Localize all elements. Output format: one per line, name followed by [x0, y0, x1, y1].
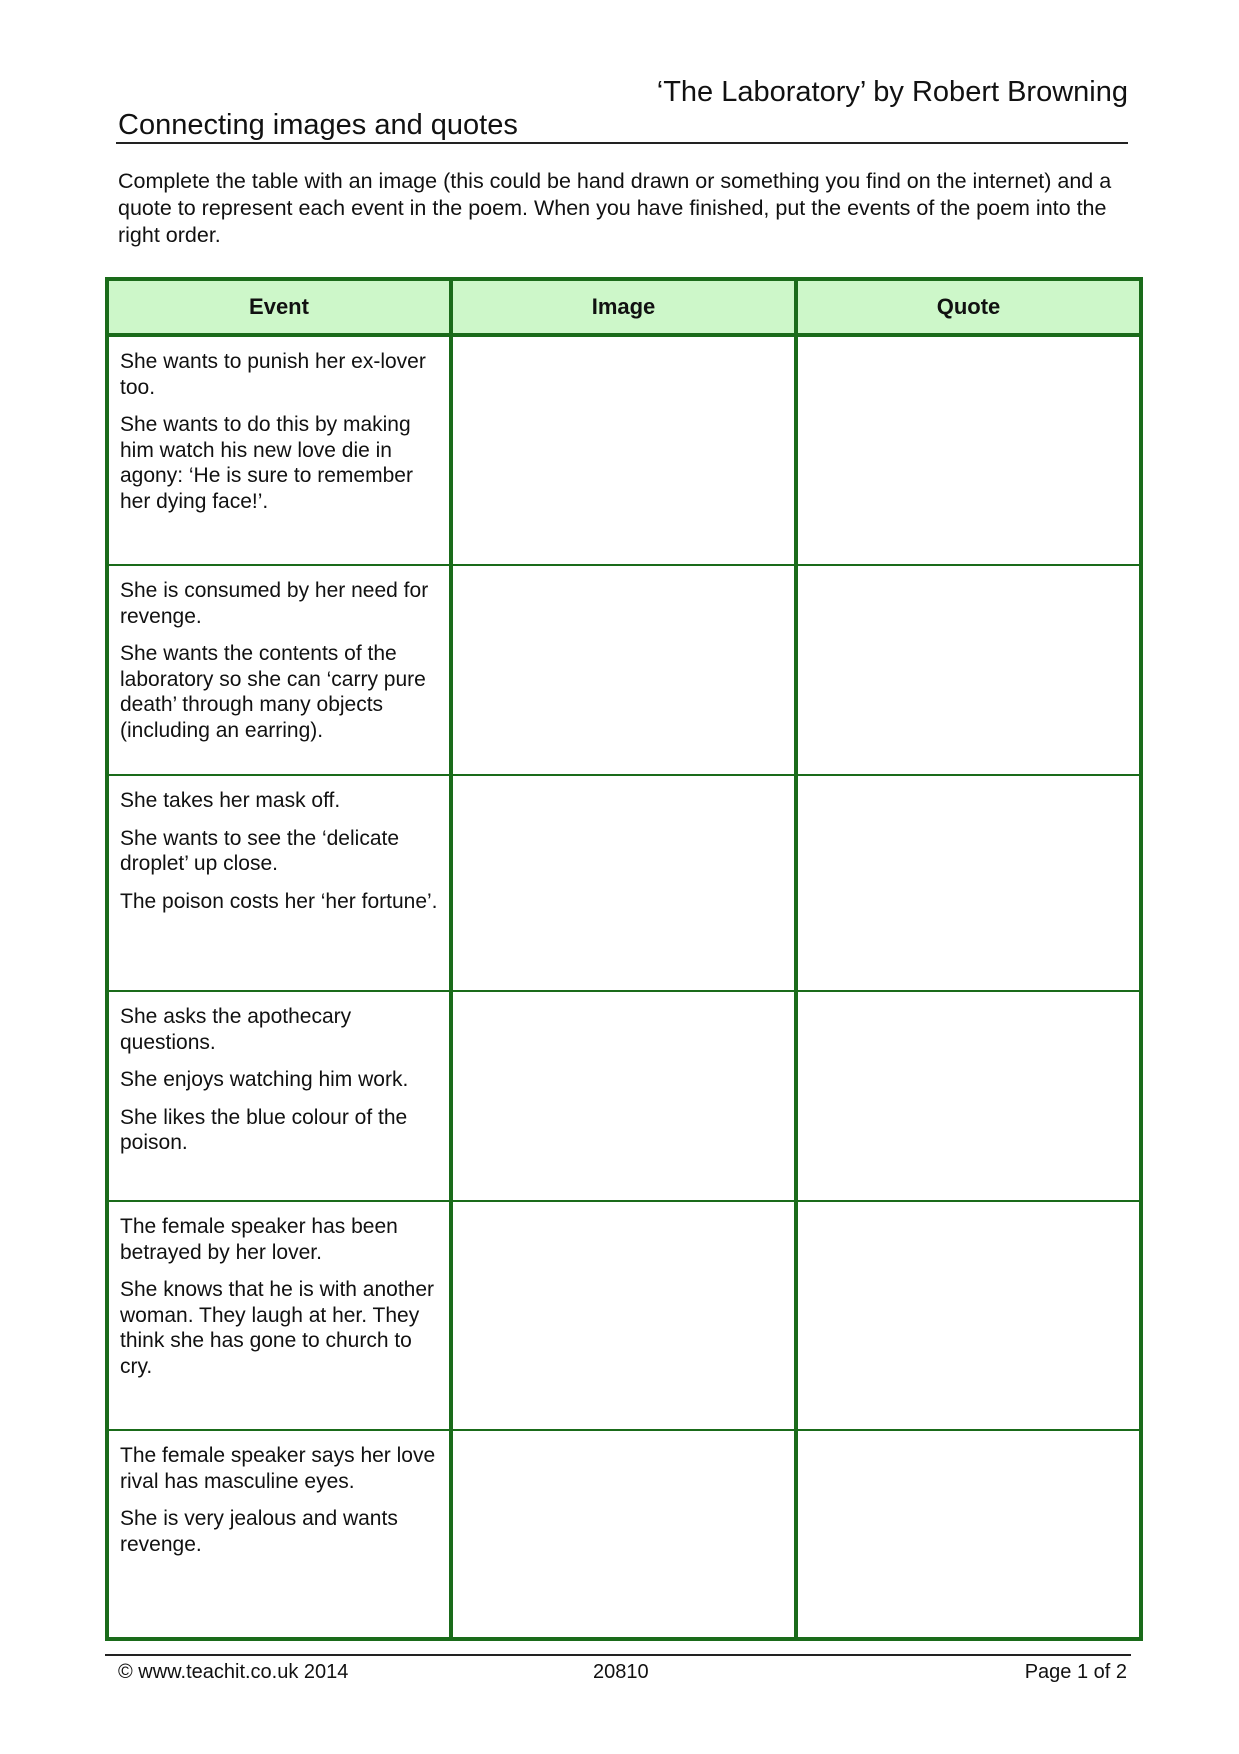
image-cell[interactable] [451, 335, 796, 565]
event-cell [107, 1201, 451, 1430]
activity-title: Connecting images and quotes [118, 109, 518, 141]
event-text: She asks the apothecary questions. [120, 1005, 352, 1054]
event-text: She is very jealous and wants revenge. [120, 1507, 398, 1556]
event-text: She enjoys watching him work. [120, 1068, 409, 1091]
quote-cell[interactable] [796, 1201, 1141, 1430]
footer-resource-code: 20810 [593, 1661, 649, 1683]
column-header-image: Image [451, 279, 796, 335]
event-cell [107, 565, 451, 775]
event-text: She is consumed by her need for revenge. [120, 579, 429, 628]
image-cell[interactable] [451, 1430, 796, 1639]
image-cell[interactable] [451, 775, 796, 991]
event-cell [107, 335, 451, 565]
table-row [107, 565, 1141, 775]
image-cell[interactable] [451, 565, 796, 775]
event-text: The poison costs her ‘her fortune’. [120, 889, 438, 913]
quote-cell[interactable] [796, 335, 1141, 565]
footer-divider [105, 1654, 1131, 1656]
table-row [107, 991, 1141, 1201]
table-row [107, 335, 1141, 565]
event-text: She wants to see the ‘delicate droplet’ up close. [120, 826, 400, 875]
quote-cell[interactable] [796, 991, 1141, 1201]
event-text: She takes her mask off. [120, 789, 341, 812]
event-text: She likes the blue colour of the poison. [120, 1105, 408, 1154]
column-header-event: Event [107, 279, 451, 335]
event-text: She wants to do this by making him watch his new love die in agony: ‘He is sure to remember her dying face!’. [120, 413, 413, 513]
footer-copyright: © www.teachit.co.uk 2014 [118, 1661, 349, 1683]
event-cell [107, 775, 451, 991]
event-text: She wants to punish her ex-lover too. [120, 350, 426, 399]
table-row [107, 1430, 1141, 1639]
column-header-quote: Quote [796, 279, 1141, 335]
header-divider [116, 142, 1128, 144]
image-cell[interactable] [451, 991, 796, 1201]
quote-cell[interactable] [796, 1430, 1141, 1639]
footer-page-number: Page 1 of 2 [1024, 1661, 1127, 1683]
document-title: ‘The Laboratory’ by Robert Browning [656, 76, 1128, 108]
quote-cell[interactable] [796, 565, 1141, 775]
instructions-text: Complete the table with an image (this could be hand drawn or something you find on the internet) and a quote to represent each event in the poem. When you have finished, put the events of the poem into the right order. [118, 169, 1112, 247]
table-row [107, 775, 1141, 991]
event-text: She knows that he is with another woman. They laugh at her. They think she has gone to church to cry. [120, 1278, 435, 1378]
event-cell [107, 1430, 451, 1639]
image-cell[interactable] [451, 1201, 796, 1430]
events-table [105, 277, 1143, 1641]
event-text: The female speaker has been betrayed by her lover. [120, 1215, 398, 1264]
event-text: The female speaker says her love rival has masculine eyes. [120, 1444, 436, 1493]
table-row [107, 1201, 1141, 1430]
table-header-row [107, 279, 1141, 335]
quote-cell[interactable] [796, 775, 1141, 991]
event-cell [107, 991, 451, 1201]
event-text: She wants the contents of the laboratory so she can ‘carry pure death’ through many objects (including an earring). [120, 642, 426, 742]
